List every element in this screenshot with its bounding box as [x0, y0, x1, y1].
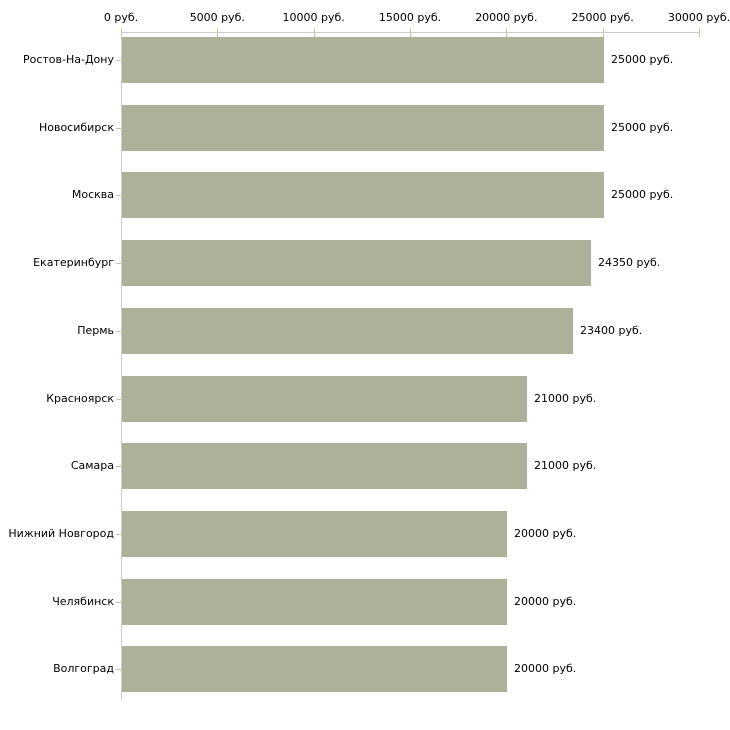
- bar: [122, 240, 591, 286]
- y-tick-mark: [116, 128, 121, 129]
- category-label: Волгоград: [53, 662, 114, 676]
- x-tick-label: 15000 руб.: [378, 11, 442, 24]
- y-tick-mark: [116, 534, 121, 535]
- bar: [122, 443, 527, 489]
- y-tick-mark: [116, 466, 121, 467]
- category-label: Ростов-На-Дону: [22, 53, 114, 66]
- category-label: Екатеринбург: [33, 256, 114, 270]
- x-tick-label: 20000 руб.: [475, 11, 538, 24]
- x-tick-label: 0 руб.: [103, 11, 139, 24]
- y-tick-mark: [116, 331, 121, 332]
- bar-value-label: 21000 руб.: [534, 391, 597, 405]
- bar: [122, 172, 604, 218]
- category-label: Москва: [71, 188, 114, 202]
- x-tick-label: 25000 руб.: [571, 11, 634, 24]
- bar-value-label: 20000 руб.: [514, 662, 577, 676]
- y-tick-mark: [116, 195, 121, 196]
- bar-value-label: 25000 руб.: [611, 188, 674, 202]
- bar: [122, 376, 527, 422]
- bar: [122, 646, 507, 692]
- bar: [122, 37, 604, 83]
- bar: [122, 511, 507, 557]
- x-tick-label: 10000 руб.: [282, 11, 345, 24]
- bar-value-label: 24350 руб.: [598, 256, 661, 270]
- bar: [122, 579, 507, 625]
- category-label: Самара: [70, 459, 114, 473]
- y-tick-mark: [116, 602, 121, 603]
- x-tick-label: 5000 руб.: [189, 11, 245, 24]
- x-axis-line: [121, 32, 700, 33]
- bar-value-label: 20000 руб.: [514, 526, 577, 540]
- bar: [122, 105, 604, 151]
- category-label: Новосибирск: [38, 120, 114, 134]
- y-tick-mark: [116, 669, 121, 670]
- category-label: Красноярск: [46, 391, 114, 405]
- category-label: Челябинск: [52, 594, 114, 608]
- bar: [122, 308, 573, 354]
- category-label: Нижний Новгород: [8, 526, 114, 540]
- bar-value-label: 25000 руб.: [611, 53, 674, 66]
- bar-value-label: 23400 руб.: [580, 323, 643, 337]
- bar-value-label: 20000 руб.: [514, 594, 577, 608]
- bar-value-label: 21000 руб.: [534, 459, 597, 473]
- x-tick-label: 30000 руб.: [667, 11, 730, 24]
- y-tick-mark: [116, 263, 121, 264]
- bar-value-label: 25000 руб.: [611, 120, 674, 134]
- y-tick-mark: [116, 399, 121, 400]
- y-tick-mark: [116, 60, 121, 61]
- category-label: Пермь: [77, 323, 114, 337]
